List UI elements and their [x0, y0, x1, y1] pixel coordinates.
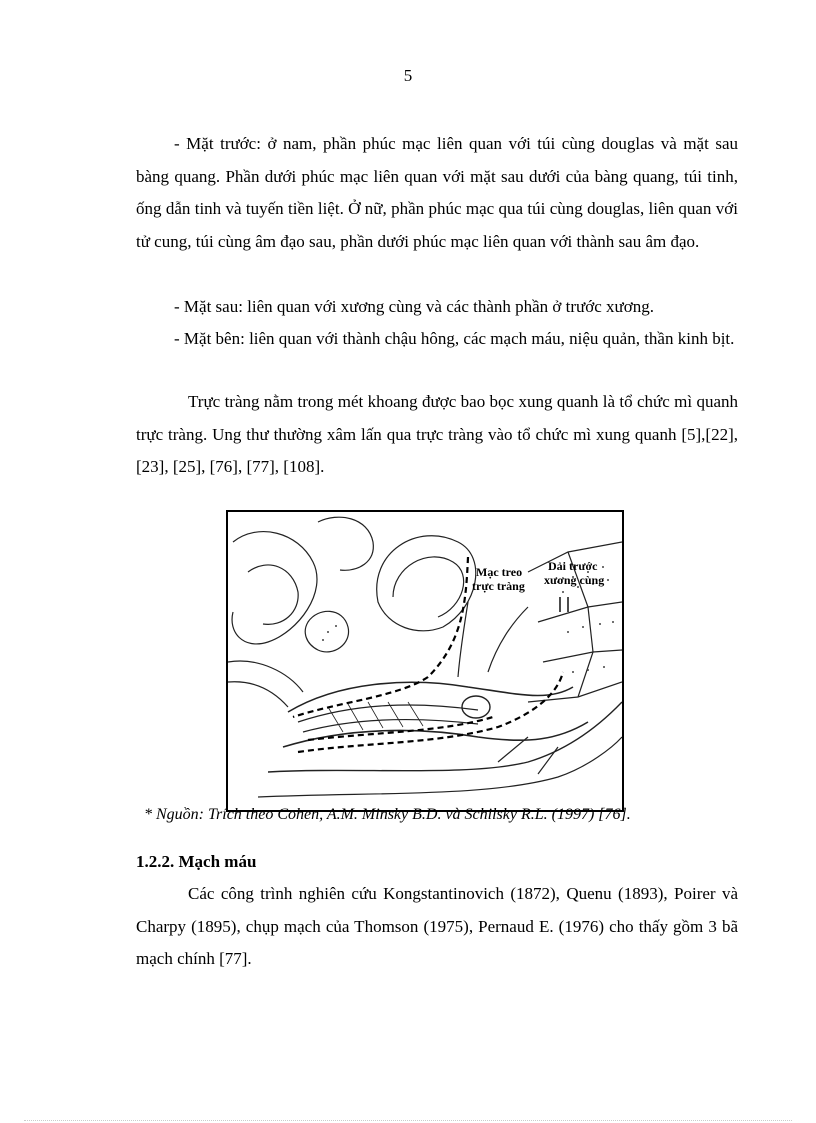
paragraph-anterior: - Mặt trước: ở nam, phần phúc mạc liên quan với túi cùng douglas và mặt sau bàng quang. Phần dưới phúc mạc liên quan với mặt sau dưới của bàng quang, túi tinh, ống dẫn tinh và tuyến tiền liệt. Ở nữ, phần phúc mạc qua túi cùng douglas, liên quan với tử cung, túi cùng âm đạo sau, phần dưới phúc mạc liên quan với thành sau âm đạo.	[136, 134, 738, 251]
page-number: 5	[403, 66, 413, 85]
label-mesorectum-line2: trực tràng	[472, 579, 525, 593]
mesorectal-fascia-line	[293, 557, 468, 717]
page-bottom-rule	[24, 1120, 792, 1121]
label-presacral-line2: xương cùng	[544, 573, 605, 587]
paragraph-lateral: - Mặt bên: liên quan với thành chậu hông, các mạch máu, niệu quản, thần kinh bịt.	[174, 329, 735, 348]
pelvic-anatomy-figure	[226, 510, 624, 812]
label-presacral-line1: Dải trước	[548, 559, 598, 573]
pelvic-sagittal-illustration	[228, 512, 622, 810]
organ-inner-outline	[393, 557, 464, 617]
section-heading: 1.2.2. Mạch máu	[136, 852, 257, 871]
paragraph-posterior: - Mặt sau: liên quan với xương cùng và các thành phần ở trước xương.	[174, 297, 655, 316]
figure-caption: * Nguồn: Trích theo Cohen, A.M. Minsky B.D. và Schilsky R.L. (1997) [76].	[144, 806, 631, 823]
paragraph-mesorectum: Trực tràng nằm trong mét khoang được bao bọc xung quanh là tổ chức mì quanh trực tràng. Ung thư thường xâm lấn qua trực tràng vào tổ chức mì xung quanh [5],[22], [23], [25], [76], [77], [108].	[136, 392, 738, 476]
bowel-loop-outline	[232, 532, 317, 644]
label-mesorectum-line1: Mạc treo	[476, 565, 523, 579]
paragraph-blood-vessels: Các công trình nghiên cứu Kongstantinovich (1872), Quenu (1893), Poirer và Charpy (1895), chụp mạch của Thomson (1975), Pernaud E. (1976) cho thấy gồm 3 bã mạch chính [77].	[136, 884, 738, 968]
